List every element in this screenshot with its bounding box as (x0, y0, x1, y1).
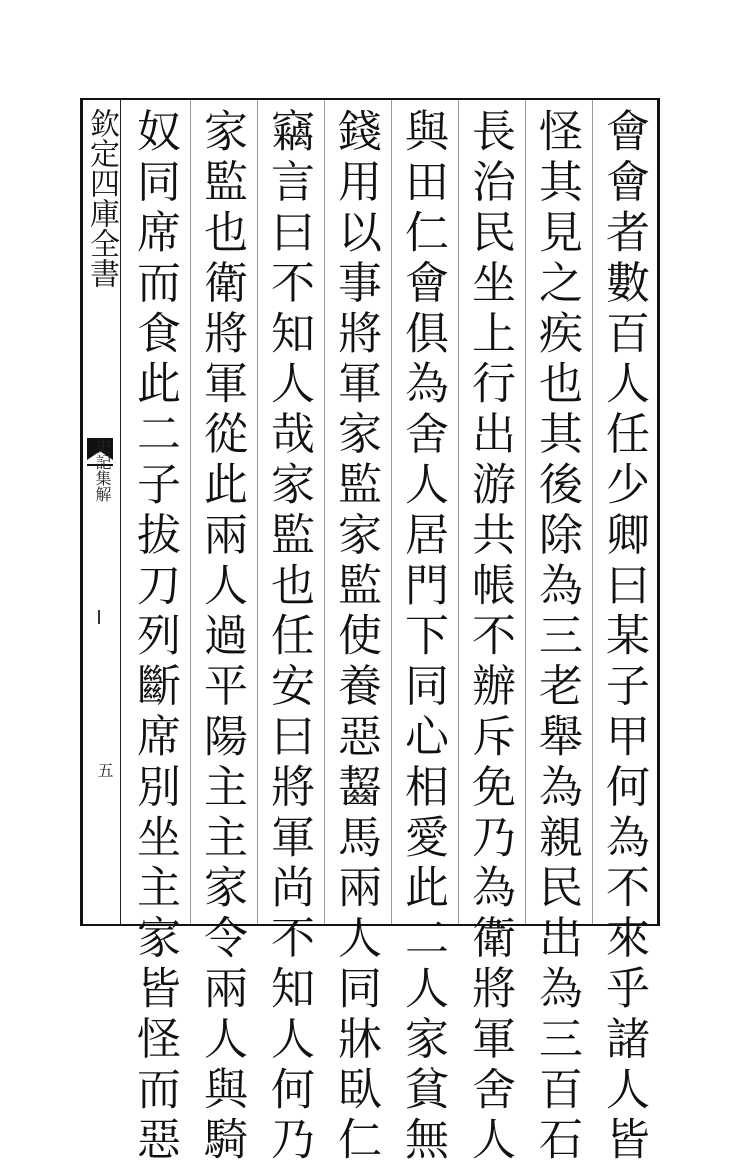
text-column-8: 奴同席而食此二子拔刀列斷席別坐主家皆怪而惡 (129, 108, 180, 1166)
collection-title: 欽定四庫全書 (84, 108, 119, 288)
text-column-4: 與田仁會俱為舍人居門下同心相愛此二人家貧無 (397, 108, 448, 1166)
text-column-5: 錢用以事將軍家監家監使養惡齧馬兩人同牀臥仁 (330, 108, 381, 1166)
text-column-3: 長治民坐上行出游共帳不辦斥免乃為衛將軍舍人 (464, 108, 515, 1166)
margin-column-rule (120, 100, 121, 924)
text-column-1: 會會者數百人任少卿曰某子甲何為不來乎諸人皆 (598, 108, 649, 1166)
margin-tick-mark (98, 610, 100, 624)
page-number: 五 (95, 762, 114, 778)
text-column-6: 竊言曰不知人哉家監也任安曰將軍尚不知人何乃 (263, 108, 314, 1166)
text-column-7: 家監也衛將軍從此兩人過平陽主主家令兩人與騎 (196, 108, 247, 1166)
page-margin-column (83, 100, 119, 924)
book-name: 史記集解 (93, 438, 112, 502)
text-column-2: 怪其見之疾也其後除為三老舉為親民出為三百石 (531, 108, 582, 1166)
